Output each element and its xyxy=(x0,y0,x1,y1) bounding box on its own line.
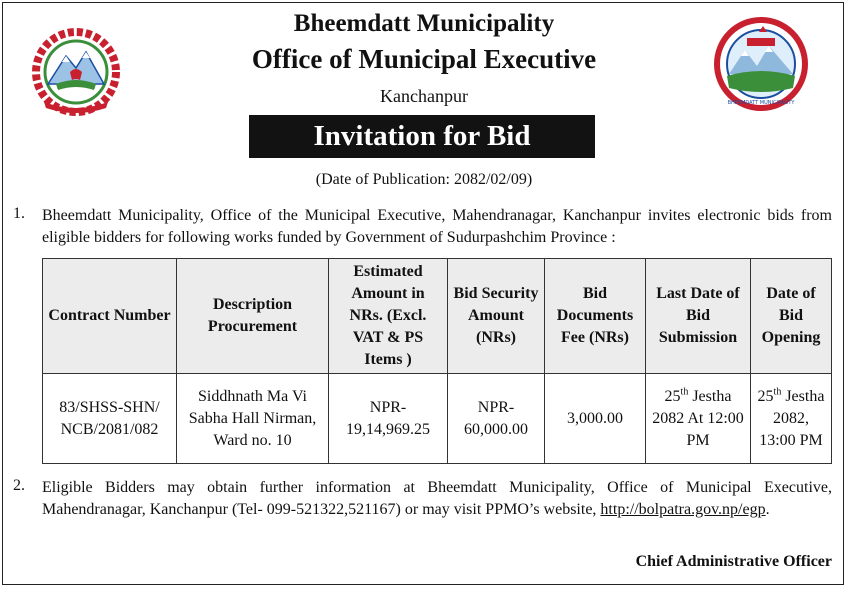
district-name: Kanchanpur xyxy=(380,86,468,106)
opening-date-suffix: th xyxy=(773,386,782,398)
cell-opening-date xyxy=(751,374,832,464)
item-text-2-body: Eligible Bidders may obtain further information at Bheemdatt Municipality, Office of Municipal Executive, Mahendranagar, Kanchanpur (Tel- 099-521322,521167) or may visit PPMO’s website, xyxy=(42,479,832,518)
municipality-logo-text: BHEEMDATT MUNICIPALITY xyxy=(727,100,795,106)
cell-contract-number: 83/SHSS-SHN/ NCB/2081/082 xyxy=(43,374,177,464)
col-estimated-amount: Estimated Amount in NRs. (Excl. VAT & PS Items ) xyxy=(329,259,448,374)
col-description: Description Procurement xyxy=(177,259,329,374)
notice-title-banner: Invitation for Bid xyxy=(249,115,595,158)
opening-date-day: 25 xyxy=(757,387,774,405)
item-number-1: 1. xyxy=(13,205,25,222)
last-date-day: 25 xyxy=(664,387,681,405)
col-opening-date: Date of Bid Opening xyxy=(751,259,832,374)
office-name: Office of Municipal Executive xyxy=(251,44,597,74)
table-row xyxy=(43,374,832,464)
table-header-row xyxy=(43,259,832,374)
cell-bid-security: NPR- 60,000.00 xyxy=(448,374,545,464)
cell-estimated-amount: NPR- 19,14,969.25 xyxy=(329,374,448,464)
last-date-suffix: th xyxy=(680,386,689,398)
col-contract-number: Contract Number xyxy=(43,259,177,374)
bid-table xyxy=(42,258,832,464)
item-text-2-end: . xyxy=(765,501,770,518)
cell-description: Siddhnath Ma Vi Sabha Hall Nirman, Ward no. 10 xyxy=(177,374,329,464)
municipality-name: Bheemdatt Municipality xyxy=(293,10,555,37)
item-number-2: 2. xyxy=(13,477,25,494)
col-bid-security: Bid Security Amount (NRs) xyxy=(448,259,545,374)
item-text-1: Bheemdatt Municipality, Office of the Municipal Executive, Mahendranagar, Kanchanpur invites electronic bids from eligible bidders for following works funded by Government of Sudurpashchim Province : xyxy=(42,207,832,246)
col-bid-fee: Bid Documents Fee (NRs) xyxy=(545,259,646,374)
col-last-date: Last Date of Bid Submission xyxy=(646,259,751,374)
opening-date-rest: Jestha 2082, 13:00 PM xyxy=(759,387,825,449)
signature-title: Chief Administrative Officer xyxy=(635,553,832,570)
item-text-2 xyxy=(42,477,832,521)
last-date-rest: Jestha 2082 At 12:00 PM xyxy=(652,387,744,449)
cell-bid-fee: 3,000.00 xyxy=(545,374,646,464)
cell-last-date xyxy=(646,374,751,464)
ppmo-website-link[interactable]: http://bolpatra.gov.np/egp xyxy=(600,501,766,518)
publication-date: (Date of Publication: 2082/02/09) xyxy=(315,171,533,188)
